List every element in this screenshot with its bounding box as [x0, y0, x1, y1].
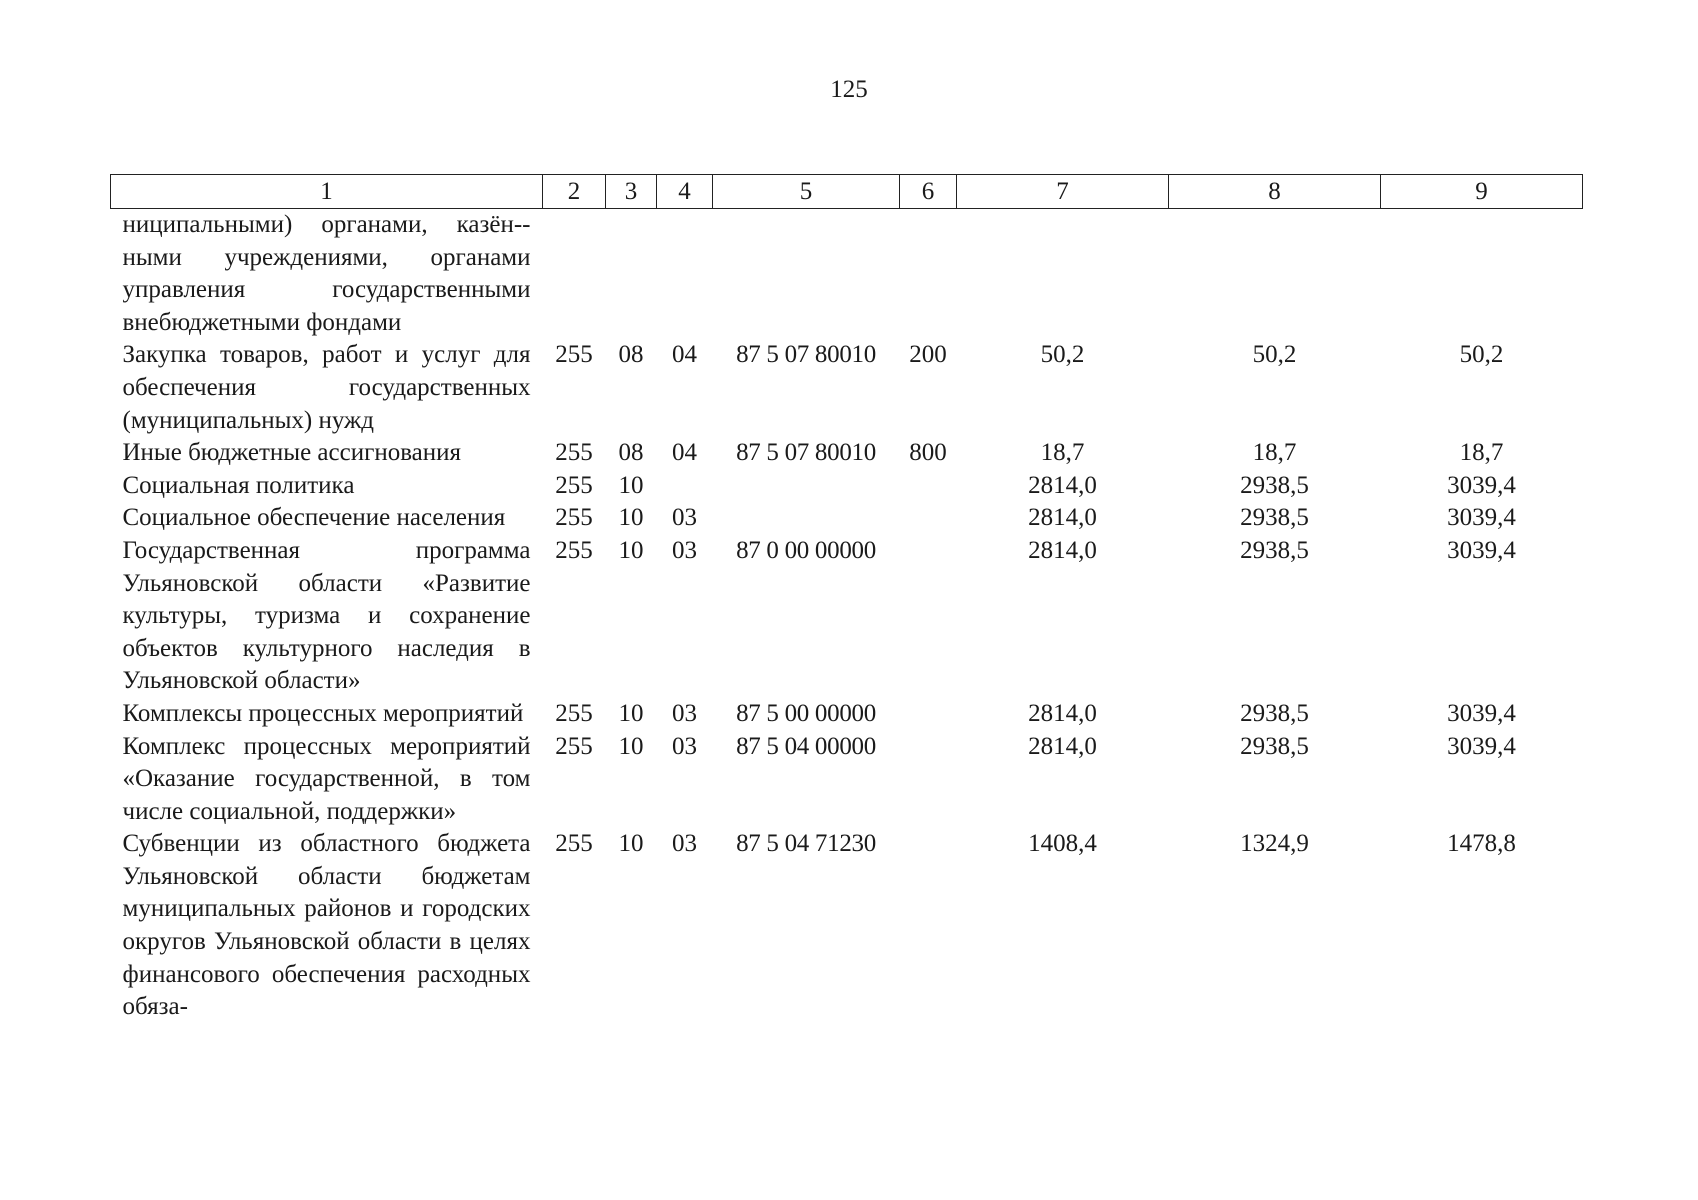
row-expense-type — [900, 502, 957, 535]
row-amount-col9 — [1381, 209, 1583, 340]
row-name: Закупка товаров, работ и услуг для обеспечения государственных (муниципальных) нужд — [122, 341, 531, 434]
row-subsection-code — [657, 470, 713, 503]
row-section-code: 08 — [618, 439, 644, 467]
row-amount-col9: 3039,4 — [1447, 732, 1516, 760]
row-section-code — [606, 209, 657, 340]
row-target-article: 87 5 04 00000 — [736, 732, 876, 760]
table-row — [111, 502, 1583, 535]
table-row — [111, 339, 1583, 437]
header-cell-3: 3 — [606, 175, 657, 209]
row-expense-type — [900, 828, 957, 1024]
row-amount-col8: 1324,9 — [1240, 830, 1309, 858]
row-section-code: 08 — [618, 341, 644, 369]
row-amount-col8: 2938,5 — [1240, 536, 1309, 564]
row-amount-col9: 3039,4 — [1447, 504, 1516, 532]
row-name: ниципальными) органами, казён-ными учреждениями, органами управления государственными внебюджетными фондами — [122, 211, 531, 336]
row-amount-col7: 2814,0 — [1028, 699, 1097, 727]
row-section-code: 10 — [618, 471, 644, 499]
row-expense-type: 800 — [909, 439, 947, 467]
row-amount-col9: 18,7 — [1459, 439, 1504, 467]
row-subsection-code — [657, 209, 713, 340]
header-cell-1: 1 — [111, 175, 543, 209]
row-amount-col9: 3039,4 — [1447, 699, 1516, 727]
table-row — [111, 470, 1583, 503]
row-section-code: 10 — [618, 699, 644, 727]
header-cell-7: 7 — [957, 175, 1169, 209]
row-amount-col8: 2938,5 — [1240, 471, 1309, 499]
row-subsection-code: 04 — [672, 439, 697, 467]
header-cell-4: 4 — [657, 175, 713, 209]
row-target-article — [713, 209, 900, 340]
row-expense-type — [900, 731, 957, 829]
row-amount-col8: 2938,5 — [1240, 504, 1309, 532]
row-amount-col9: 3039,4 — [1447, 536, 1516, 564]
row-expense-type — [900, 209, 957, 340]
row-name: Иные бюджетные ассигнования — [122, 439, 462, 467]
table-row — [111, 209, 1583, 340]
row-amount-col9: 3039,4 — [1447, 471, 1516, 499]
row-subsection-code: 03 — [672, 830, 697, 858]
page-number: 125 — [830, 76, 868, 103]
row-target-article: 87 5 04 71230 — [736, 830, 876, 858]
table-row — [111, 698, 1583, 731]
header-cell-5: 5 — [713, 175, 900, 209]
row-section-code: 10 — [618, 536, 644, 564]
row-amount-col7: 2814,0 — [1028, 536, 1097, 564]
row-admin-code: 255 — [555, 732, 593, 760]
row-expense-type — [900, 470, 957, 503]
table-row — [111, 535, 1583, 698]
table-row — [111, 731, 1583, 829]
row-name: Комплексы процессных мероприятий — [122, 699, 524, 727]
row-subsection-code: 04 — [672, 341, 697, 369]
row-subsection-code: 03 — [672, 536, 697, 564]
row-admin-code: 255 — [555, 699, 593, 727]
row-subsection-code: 03 — [672, 732, 697, 760]
row-target-article: 87 5 07 80010 — [736, 341, 876, 369]
row-name: Социальное обеспечение населения — [122, 504, 506, 532]
row-amount-col8: 18,7 — [1252, 439, 1297, 467]
budget-table — [110, 174, 1583, 1024]
row-name: Субвенции из областного бюджета Ульяновской области бюджетам муниципальных районов и городских округов Ульяновской области в целях финансового обеспечения расходных обяза- — [122, 830, 531, 1021]
row-amount-col7 — [957, 209, 1169, 340]
row-section-code: 10 — [618, 504, 644, 532]
header-cell-8: 8 — [1169, 175, 1381, 209]
row-admin-code: 255 — [555, 504, 593, 532]
row-section-code: 10 — [618, 830, 644, 858]
row-target-article: 87 0 00 00000 — [736, 536, 876, 564]
row-amount-col8: 50,2 — [1252, 341, 1297, 369]
row-admin-code: 255 — [555, 439, 593, 467]
row-name: Государственная программа Ульяновской области «Развитие культуры, туризма и сохранение объектов культурного наследия в Ульяновской области» — [122, 536, 531, 695]
row-expense-type — [900, 535, 957, 698]
row-amount-col8 — [1169, 209, 1381, 340]
row-amount-col9: 50,2 — [1459, 341, 1504, 369]
row-amount-col8: 2938,5 — [1240, 732, 1309, 760]
row-target-article — [713, 470, 900, 503]
row-target-article — [713, 502, 900, 535]
row-amount-col7: 2814,0 — [1028, 504, 1097, 532]
row-expense-type — [900, 698, 957, 731]
row-amount-col7: 1408,4 — [1028, 830, 1097, 858]
header-row — [111, 175, 1583, 209]
row-amount-col8: 2938,5 — [1240, 699, 1309, 727]
row-amount-col7: 50,2 — [1040, 341, 1085, 369]
row-admin-code: 255 — [555, 830, 593, 858]
header-cell-2: 2 — [543, 175, 606, 209]
budget-table-container — [110, 174, 1582, 1024]
row-section-code: 10 — [618, 732, 644, 760]
row-subsection-code: 03 — [672, 504, 697, 532]
row-admin-code — [543, 209, 606, 340]
row-target-article: 87 5 07 80010 — [736, 439, 876, 467]
row-amount-col9: 1478,8 — [1447, 830, 1516, 858]
row-amount-col7: 2814,0 — [1028, 471, 1097, 499]
row-expense-type: 200 — [909, 341, 947, 369]
row-target-article: 87 5 00 00000 — [736, 699, 876, 727]
row-admin-code: 255 — [555, 536, 593, 564]
header-cell-6: 6 — [900, 175, 957, 209]
header-cell-9: 9 — [1381, 175, 1583, 209]
table-header — [111, 175, 1583, 209]
row-admin-code: 255 — [555, 341, 593, 369]
row-name: Комплекс процессных мероприятий «Оказание государственной, в том числе социальной, поддержки» — [122, 732, 531, 825]
row-amount-col7: 2814,0 — [1028, 732, 1097, 760]
row-amount-col7: 18,7 — [1040, 439, 1085, 467]
table-row — [111, 828, 1583, 1024]
row-subsection-code: 03 — [672, 699, 697, 727]
table-body — [111, 209, 1583, 1024]
row-name: Социальная политика — [122, 471, 355, 499]
row-admin-code: 255 — [555, 471, 593, 499]
table-row — [111, 437, 1583, 470]
